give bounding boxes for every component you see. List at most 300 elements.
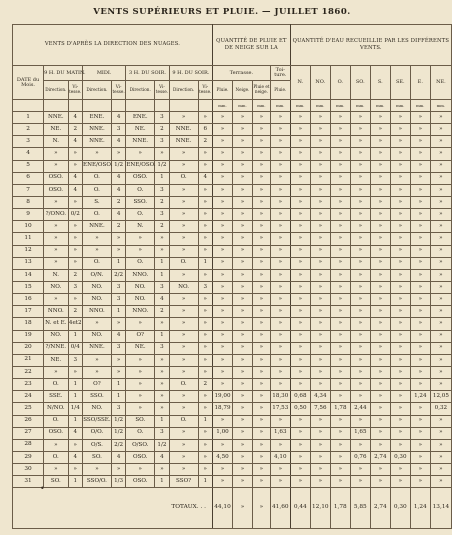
table-cell: » xyxy=(198,233,212,245)
table-cell: 3 xyxy=(111,294,125,306)
table-cell: » xyxy=(270,269,290,281)
table-cell: » xyxy=(68,366,82,378)
table-cell: » xyxy=(410,172,430,184)
eau-group-header: QUANTITÉ D'EAU RECUEILLIE PAR LES DIFFÉRENTS VENTS. xyxy=(290,25,451,66)
table-cell: » xyxy=(370,294,390,306)
table-cell: » xyxy=(410,464,430,476)
table-cell: O/O. xyxy=(82,427,111,439)
table-cell: N. xyxy=(126,221,155,233)
table-cell: NO. xyxy=(169,281,198,293)
day-number: 23 xyxy=(13,379,44,391)
table-cell: » xyxy=(330,379,350,391)
table-cell: » xyxy=(410,415,430,427)
table-cell: » xyxy=(290,233,310,245)
table-cell: » xyxy=(253,476,271,488)
table-cell: » xyxy=(290,257,310,269)
table-cell: » xyxy=(310,464,330,476)
table-cell: » xyxy=(253,172,271,184)
table-cell: » xyxy=(198,245,212,257)
sub-pluie-toiture: Pluie. xyxy=(270,81,290,100)
table-cell: » xyxy=(169,366,198,378)
table-cell: » xyxy=(370,464,390,476)
day-number: 25 xyxy=(13,403,44,415)
table-cell: » xyxy=(310,269,330,281)
table-cell: » xyxy=(410,112,430,124)
table-cell: » xyxy=(330,160,350,172)
table-cell: » xyxy=(350,366,370,378)
table-cell: » xyxy=(390,342,410,354)
table-cell: » xyxy=(370,269,390,281)
table-cell: O. xyxy=(82,172,111,184)
table-row xyxy=(13,342,452,354)
table-row xyxy=(13,439,452,451)
table-cell: SO. xyxy=(126,415,155,427)
table-cell: » xyxy=(44,294,68,306)
table-cell: 3 xyxy=(155,342,169,354)
header-3h-soir: 3 H. DU SOIR. xyxy=(126,66,169,81)
table-cell: » xyxy=(213,184,233,196)
table-cell: » xyxy=(390,245,410,257)
table-cell: 2 xyxy=(111,196,125,208)
table-cell: » xyxy=(350,245,370,257)
table-cell: » xyxy=(44,245,68,257)
table-cell: » xyxy=(290,415,310,427)
table-cell: 2/2 xyxy=(111,439,125,451)
table-cell: 4,10 xyxy=(270,451,290,463)
unit-label: mm. xyxy=(213,100,233,112)
table-cell: O/S. xyxy=(82,439,111,451)
table-cell: 1 xyxy=(111,257,125,269)
table-cell: » xyxy=(390,257,410,269)
table-cell: NO. xyxy=(44,330,68,342)
table-cell: 1,65 xyxy=(350,427,370,439)
table-cell: NE. xyxy=(44,124,68,136)
table-cell: 4 xyxy=(111,136,125,148)
table-cell: » xyxy=(290,136,310,148)
table-cell: SO. xyxy=(82,451,111,463)
table-cell: » xyxy=(82,464,111,476)
table-cell: ENE. xyxy=(82,112,111,124)
table-row xyxy=(13,269,452,281)
table-cell: » xyxy=(198,342,212,354)
table-row xyxy=(13,330,452,342)
unit-label: mm. xyxy=(270,100,290,112)
table-cell: » xyxy=(330,330,350,342)
unit-label: mm. xyxy=(330,100,350,112)
table-cell: » xyxy=(330,257,350,269)
table-cell: » xyxy=(155,354,169,366)
total-value: 44,10 xyxy=(213,488,233,529)
table-cell: SSO? xyxy=(169,476,198,488)
table-cell: » xyxy=(350,354,370,366)
table-cell: 4 xyxy=(111,184,125,196)
table-cell: » xyxy=(198,366,212,378)
table-cell: » xyxy=(253,294,271,306)
table-cell: » xyxy=(213,124,233,136)
table-cell: O/SO. xyxy=(126,439,155,451)
table-cell: » xyxy=(410,233,430,245)
table-cell: O. xyxy=(169,379,198,391)
table-cell: » xyxy=(330,124,350,136)
table-cell: » xyxy=(198,196,212,208)
table-cell: » xyxy=(253,306,271,318)
day-number: 13 xyxy=(13,257,44,269)
table-cell: » xyxy=(310,427,330,439)
table-cell: » xyxy=(410,257,430,269)
table-cell: » xyxy=(213,342,233,354)
day-number: 9 xyxy=(13,209,44,221)
table-cell: 3 xyxy=(155,281,169,293)
table-cell: O. xyxy=(82,209,111,221)
table-cell: » xyxy=(330,318,350,330)
table-cell: 2,44 xyxy=(350,403,370,415)
table-cell: » xyxy=(410,281,430,293)
table-cell: » xyxy=(213,136,233,148)
table-cell: » xyxy=(198,464,212,476)
table-cell: » xyxy=(270,233,290,245)
table-cell: » xyxy=(290,451,310,463)
table-cell: » xyxy=(350,136,370,148)
table-cell: » xyxy=(233,233,253,245)
table-cell: » xyxy=(233,391,253,403)
table-cell: OSO. xyxy=(44,172,68,184)
table-cell: » xyxy=(233,245,253,257)
table-cell: » xyxy=(198,427,212,439)
table-cell: » xyxy=(390,148,410,160)
table-cell: » xyxy=(290,184,310,196)
table-cell: NNE. xyxy=(82,136,111,148)
table-cell: » xyxy=(213,318,233,330)
table-cell: » xyxy=(253,209,271,221)
table-cell: NO. xyxy=(44,281,68,293)
table-cell: » xyxy=(169,427,198,439)
table-cell: » xyxy=(82,245,111,257)
unit-label: mm. xyxy=(290,100,310,112)
table-cell: 4 xyxy=(111,209,125,221)
table-cell: » xyxy=(370,245,390,257)
table-cell: » xyxy=(370,379,390,391)
table-cell: » xyxy=(270,209,290,221)
table-cell: » xyxy=(290,148,310,160)
table-row xyxy=(13,476,452,488)
table-cell: » xyxy=(290,330,310,342)
table-cell: » xyxy=(126,354,155,366)
unit-blank xyxy=(111,100,125,112)
table-cell: » xyxy=(44,439,68,451)
table-cell: 1 xyxy=(155,476,169,488)
table-cell: 1,24 xyxy=(410,391,430,403)
table-cell: » xyxy=(310,112,330,124)
table-cell: » xyxy=(350,391,370,403)
table-cell: » xyxy=(430,379,451,391)
table-cell: 2 xyxy=(68,306,82,318)
table-cell: » xyxy=(82,233,111,245)
table-cell: » xyxy=(430,281,451,293)
table-cell: » xyxy=(430,196,451,208)
table-cell: 1 xyxy=(111,379,125,391)
day-number: 11 xyxy=(13,233,44,245)
table-row xyxy=(13,196,452,208)
table-cell: 19,00 xyxy=(213,391,233,403)
table-cell: 1 xyxy=(155,257,169,269)
table-cell: » xyxy=(198,294,212,306)
table-cell: » xyxy=(310,330,330,342)
table-cell: 0/2 xyxy=(68,209,82,221)
table-cell: » xyxy=(198,112,212,124)
table-cell: NNE. xyxy=(169,124,198,136)
table-row xyxy=(13,354,452,366)
table-cell: 1/2 xyxy=(155,439,169,451)
table-cell: » xyxy=(213,245,233,257)
table-cell: 1 xyxy=(155,269,169,281)
table-cell: » xyxy=(253,403,271,415)
table-cell: » xyxy=(330,294,350,306)
table-cell: » xyxy=(126,403,155,415)
table-cell: » xyxy=(270,476,290,488)
table-cell: 1 xyxy=(155,415,169,427)
totals-row xyxy=(13,488,452,529)
table-cell: » xyxy=(169,112,198,124)
table-cell: » xyxy=(330,415,350,427)
table-cell: » xyxy=(233,269,253,281)
table-cell: » xyxy=(111,318,125,330)
table-cell: » xyxy=(233,221,253,233)
table-cell: » xyxy=(213,160,233,172)
table-cell: » xyxy=(310,379,330,391)
table-cell: » xyxy=(350,269,370,281)
table-cell: » xyxy=(155,148,169,160)
table-cell: » xyxy=(410,476,430,488)
table-cell: » xyxy=(430,354,451,366)
table-cell: » xyxy=(253,221,271,233)
table-cell: » xyxy=(390,269,410,281)
table-cell: » xyxy=(68,439,82,451)
table-cell: » xyxy=(370,354,390,366)
table-cell: » xyxy=(430,306,451,318)
table-cell: » xyxy=(430,342,451,354)
day-number: 29 xyxy=(13,451,44,463)
table-cell: » xyxy=(370,281,390,293)
total-value: 2,74 xyxy=(370,488,390,529)
table-cell: » xyxy=(350,330,370,342)
table-cell: » xyxy=(233,427,253,439)
table-cell: » xyxy=(350,439,370,451)
table-cell: SSO/O. xyxy=(82,476,111,488)
table-cell: » xyxy=(111,245,125,257)
table-cell: » xyxy=(270,306,290,318)
table-cell: NE. xyxy=(44,354,68,366)
day-number: 2 xyxy=(13,124,44,136)
table-cell: O. xyxy=(126,209,155,221)
table-cell: » xyxy=(370,160,390,172)
table-cell: » xyxy=(410,330,430,342)
table-cell: » xyxy=(410,439,430,451)
table-cell: N. xyxy=(44,136,68,148)
table-cell: » xyxy=(111,354,125,366)
unit-label: mm. xyxy=(233,100,253,112)
table-cell: » xyxy=(111,366,125,378)
table-cell: » xyxy=(390,464,410,476)
table-cell: » xyxy=(430,330,451,342)
table-cell: » xyxy=(111,233,125,245)
dir-header-se: SE. xyxy=(390,66,410,100)
table-cell: » xyxy=(430,451,451,463)
total-value: » xyxy=(253,488,271,529)
day-number: 28 xyxy=(13,439,44,451)
table-cell: » xyxy=(44,464,68,476)
table-cell: NNO. xyxy=(126,306,155,318)
dir-header-n: N. xyxy=(290,66,310,100)
table-cell: » xyxy=(82,354,111,366)
table-cell: » xyxy=(213,148,233,160)
table-cell: » xyxy=(198,269,212,281)
table-cell: O. xyxy=(82,257,111,269)
table-cell: » xyxy=(126,148,155,160)
table-cell: » xyxy=(310,476,330,488)
dir-header-ne: NE. xyxy=(430,66,451,100)
table-cell: » xyxy=(390,196,410,208)
table-cell: 3 xyxy=(111,124,125,136)
unit-blank xyxy=(13,100,44,112)
table-cell: » xyxy=(270,172,290,184)
table-cell: » xyxy=(233,148,253,160)
day-number: 16 xyxy=(13,294,44,306)
table-cell: » xyxy=(350,294,370,306)
table-cell: » xyxy=(290,439,310,451)
table-cell: » xyxy=(233,415,253,427)
table-cell: » xyxy=(126,391,155,403)
table-cell: 0,68 xyxy=(290,391,310,403)
table-cell: » xyxy=(233,330,253,342)
table-cell: » xyxy=(410,160,430,172)
table-row xyxy=(13,124,452,136)
table-cell: » xyxy=(350,342,370,354)
table-cell: » xyxy=(330,366,350,378)
table-cell: NNE. xyxy=(82,342,111,354)
table-row xyxy=(13,233,452,245)
table-cell: » xyxy=(253,342,271,354)
table-cell: » xyxy=(330,391,350,403)
table-cell: 4 xyxy=(68,136,82,148)
table-cell: » xyxy=(198,354,212,366)
table-cell: » xyxy=(155,245,169,257)
table-row xyxy=(13,172,452,184)
table-cell: 1/2 xyxy=(111,415,125,427)
header-9h-soir: 9 H. DU SOIR. xyxy=(169,66,212,81)
table-cell: » xyxy=(330,342,350,354)
table-cell: » xyxy=(126,379,155,391)
day-number: 22 xyxy=(13,366,44,378)
table-cell: » xyxy=(290,318,310,330)
table-cell: » xyxy=(430,294,451,306)
total-value: 1,24 xyxy=(410,488,430,529)
table-row xyxy=(13,221,452,233)
table-cell: » xyxy=(169,330,198,342)
total-value: 41,60 xyxy=(270,488,290,529)
sub-direction: Direction. xyxy=(44,81,68,100)
table-cell: » xyxy=(370,342,390,354)
table-row xyxy=(13,427,452,439)
table-cell: 0/4 xyxy=(68,342,82,354)
table-cell: » xyxy=(390,136,410,148)
table-cell: ?/ONO. xyxy=(44,209,68,221)
table-row xyxy=(13,403,452,415)
table-cell: » xyxy=(198,148,212,160)
table-cell: » xyxy=(330,136,350,148)
table-cell: NNO. xyxy=(82,306,111,318)
table-cell: » xyxy=(213,221,233,233)
table-cell: 2 xyxy=(155,196,169,208)
table-cell: » xyxy=(44,221,68,233)
table-cell: » xyxy=(390,306,410,318)
table-cell: » xyxy=(290,354,310,366)
table-cell: » xyxy=(290,366,310,378)
table-row xyxy=(13,294,452,306)
table-cell: » xyxy=(126,233,155,245)
table-cell: » xyxy=(370,476,390,488)
table-cell: » xyxy=(430,172,451,184)
table-cell: 17,53 xyxy=(270,403,290,415)
table-cell: O. xyxy=(44,451,68,463)
dir-header-s: S. xyxy=(370,66,390,100)
table-cell: » xyxy=(198,391,212,403)
table-cell: » xyxy=(350,184,370,196)
table-row xyxy=(13,209,452,221)
table-cell: » xyxy=(330,184,350,196)
table-cell: NE. xyxy=(126,342,155,354)
sub-vitesse: Vi-tesse. xyxy=(198,81,212,100)
total-value: 0,30 xyxy=(390,488,410,529)
table-cell: » xyxy=(390,379,410,391)
table-cell: » xyxy=(253,257,271,269)
sub-vitesse: Vi-tesse. xyxy=(155,81,169,100)
table-cell: » xyxy=(330,354,350,366)
table-cell: NNE. xyxy=(82,124,111,136)
table-cell: NNO. xyxy=(44,306,68,318)
day-number: 7 xyxy=(13,184,44,196)
table-cell: » xyxy=(390,476,410,488)
table-cell: » xyxy=(233,379,253,391)
table-cell: 4et2 xyxy=(68,318,82,330)
table-cell: » xyxy=(290,124,310,136)
table-cell: » xyxy=(310,439,330,451)
table-cell: » xyxy=(350,476,370,488)
table-cell: » xyxy=(310,136,330,148)
sub-pluie: Pluie. xyxy=(213,81,233,100)
total-value: 1,78 xyxy=(330,488,350,529)
table-cell: » xyxy=(390,415,410,427)
table-cell: » xyxy=(270,257,290,269)
table-cell: » xyxy=(253,415,271,427)
table-cell: 4 xyxy=(198,172,212,184)
table-cell: O. xyxy=(126,257,155,269)
table-cell: 1 xyxy=(68,476,82,488)
table-cell: » xyxy=(126,464,155,476)
vents-group-header: VENTS D'APRÈS LA DIRECTION DES NUAGES. xyxy=(13,25,213,66)
table-cell: » xyxy=(430,221,451,233)
unit-label: mm. xyxy=(370,100,390,112)
table-cell: » xyxy=(290,306,310,318)
table-cell: » xyxy=(310,160,330,172)
table-cell: » xyxy=(44,233,68,245)
table-cell: » xyxy=(330,427,350,439)
table-cell: » xyxy=(169,160,198,172)
table-cell: » xyxy=(213,379,233,391)
total-value: » xyxy=(233,488,253,529)
day-number: 10 xyxy=(13,221,44,233)
table-cell: » xyxy=(350,209,370,221)
table-cell: » xyxy=(310,148,330,160)
